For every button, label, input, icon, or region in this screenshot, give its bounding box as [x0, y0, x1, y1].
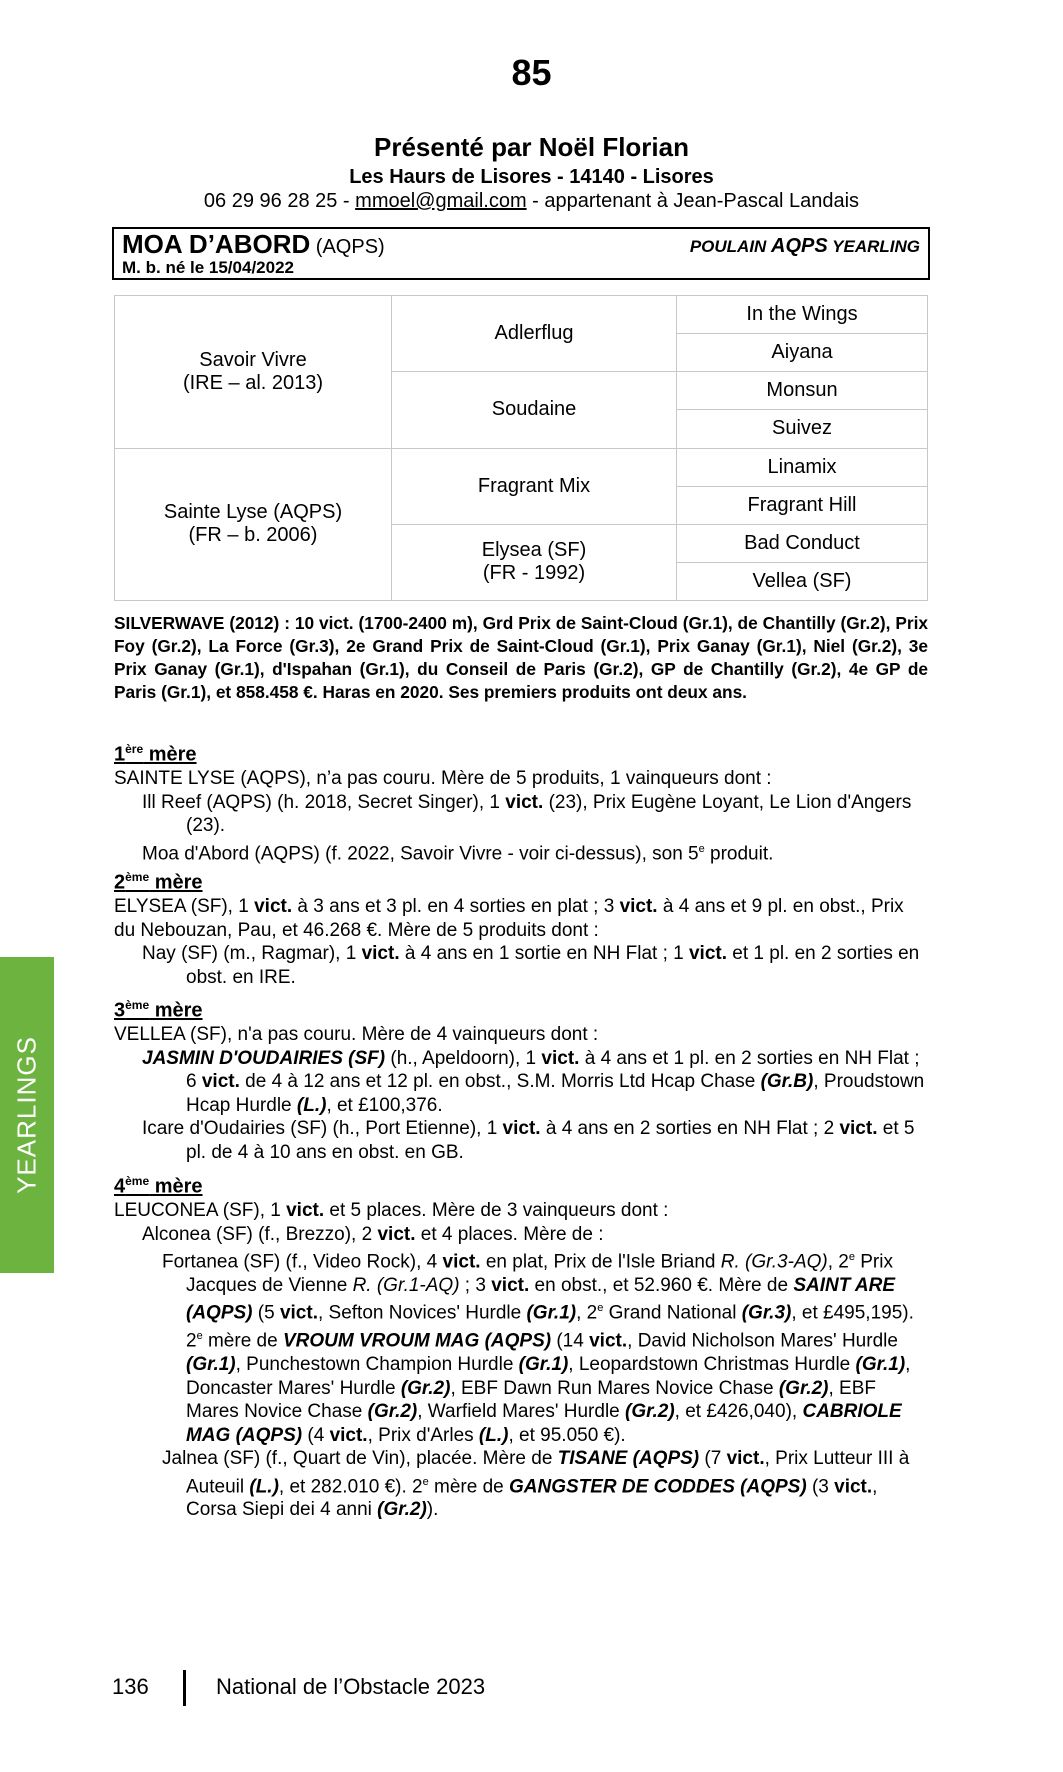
produce-jasmin: JASMIN D'OUDAIRIES (SF) (h., Apeldoorn), 1 vict. à 4 ans et 1 pl. en 2 sorties en NH Flat ; 6 vict. de 4 à 12 ans et 12 pl. en obst., S.M. Morris Ltd Hcap Chase (Gr.B), Proudstown Hcap Hurdle (L.), et £100,376. — [142, 1047, 925, 1116]
produce-alconea: Alconea (SF) (f., Brezzo), 2 vict. et 4 places. Mère de : — [142, 1223, 604, 1245]
pedigree-ds-dam: Fragrant Hill — [677, 486, 928, 524]
horse-category — [690, 235, 920, 258]
lot-number: 85 — [511, 52, 552, 93]
pedigree-sire — [115, 296, 392, 449]
dam-dam-info: (FR - 1992) — [482, 562, 586, 585]
produce-jalnea: Jalnea (SF) (f., Quart de Vin), placée. Mère de TISANE (AQPS) (7 vict., Prix Lutteur III à Auteuil (L.), et 282.010 €). 2e mère de GANGSTER DE CODDES (AQPS) (3 vict., Corsa Siepi dei 4 anni (Gr.2)). — [162, 1448, 910, 1521]
pedigree-ss-sire: In the Wings — [677, 296, 928, 334]
produce-fortanea: Fortanea (SF) (f., Video Rock), 4 vict. en plat, Prix de l'Isle Briand R. (Gr.3-AQ), 2e Prix Jacques de Vienne R. (Gr.1-AQ) ; 3 vict. en obst., et 52.960 €. Mère de SAINT ARE (AQPS) (5 vict., Sefton Novices' Hurdle (Gr.1), 2e Grand National (Gr.3), et £495,195). 2e mère de VROUM VROUM MAG (AQPS) (14 vict., David Nicholson Mares' Hurdle (Gr.1), Punchestown Champion Hurdle (Gr.1), Leopardstown Christmas Hurdle (Gr.1), Doncaster Mares' Hurdle (Gr.2), EBF Dawn Run Mares Novice Chase (Gr.2), EBF Mares Novice Chase (Gr.2), Warfield Mares' Hurdle (Gr.2), et £426,040), CABRIOLE MAG (AQPS) (4 vict., Prix d'Arles (L.), et 95.050 €). — [162, 1251, 914, 1446]
sire-info: (IRE – al. 2013) — [182, 371, 324, 394]
dam-info: (FR – b. 2006) — [188, 524, 318, 547]
pedigree-dd-dam: Vellea (SF) — [677, 562, 928, 600]
pedigree-dd-sire: Bad Conduct — [677, 524, 928, 562]
heading-third-dam: 3ème mère — [114, 998, 203, 1022]
produce-nay: Nay (SF) (m., Ragmar), 1 vict. à 4 ans en 1 sortie en NH Flat ; 1 vict. et 1 pl. en 2 sorties en obst. en IRE. — [142, 943, 920, 988]
second-dam-intro: ELYSEA (SF), 1 vict. à 3 ans et 3 pl. en 4 sorties en plat ; 3 vict. à 4 ans et 9 pl. en obst., Prix du Nebouzan, Pau, et 46.268 €. Mère de 5 produits dont : — [114, 896, 904, 941]
presenter-contact — [0, 190, 1063, 213]
footer-divider — [183, 1670, 186, 1706]
fourth-dam-intro: LEUCONEA (SF), 1 vict. et 5 places. Mère de 3 vainqueurs dont : — [114, 1200, 669, 1222]
horse-name-text: MOA D’ABORD — [122, 229, 311, 259]
sire-name: Savoir Vivre — [199, 348, 307, 371]
heading-sup: ère — [125, 742, 144, 756]
heading-fourth-dam: 4ème mère — [114, 1174, 203, 1198]
presenter: Présenté par Noël Florian — [374, 132, 689, 162]
owner: - appartenant à Jean-Pascal Landais — [526, 190, 860, 212]
third-dam-intro: VELLEA (SF), n'a pas couru. Mère de 4 vainqueurs dont : — [114, 1024, 599, 1046]
horse-header — [112, 227, 930, 280]
pedigree-sd-sire: Monsun — [677, 372, 928, 410]
heading-label: mère — [143, 743, 197, 766]
heading-first-dam — [114, 738, 928, 767]
side-tab-label: YEARLINGS — [11, 1036, 42, 1194]
publication-title: National de l’Obstacle 2023 — [216, 1674, 486, 1699]
yearlings-side-tab — [0, 957, 54, 1273]
dam-name: Sainte Lyse (AQPS) — [163, 501, 343, 524]
pedigree-sd-dam: Suivez — [677, 410, 928, 448]
produce-icare: Icare d'Oudairies (SF) (h., Port Etienne), 1 vict. à 4 ans en 2 sorties en NH Flat ; 2 vict. et 5 pl. de 4 à 10 ans en obst. en GB. — [142, 1118, 915, 1163]
horse-name — [122, 229, 385, 260]
pedigree-dam-sire: Fragrant Mix — [392, 448, 677, 524]
section-second-dam — [114, 866, 928, 989]
horse-birth: M. b. né le 15/04/2022 — [122, 258, 294, 277]
heading-num: 1 — [114, 743, 126, 766]
pedigree-table — [114, 295, 928, 601]
email-link[interactable]: mmoel@gmail.com — [355, 190, 527, 212]
pedigree-dam — [115, 448, 392, 601]
phone: 06 29 96 28 25 - — [203, 190, 356, 212]
presenter-address: Les Haurs de Lisores - 14140 - Lisores — [349, 166, 714, 188]
sire-record: SILVERWAVE (2012) : 10 vict. (1700-2400 m), Grd Prix de Saint-Cloud (Gr.1), de Chantilly (Gr.2), Prix Foy (Gr.2), La Force (Gr.3), 2e Grand Prix de Saint-Cloud (Gr.1), Prix Ganay (Gr.1), Niel (Gr.2), 3e Prix Ganay (Gr.1), d'Ispahan (Gr.1), du Conseil de Paris (Gr.2), GP de Chantilly (Gr.2), 4e GP de Paris (Gr.1), et 858.458 €. Haras en 2020. Ses premiers produits ont deux ans. — [114, 613, 928, 702]
section-first-dam — [114, 738, 928, 865]
heading-second-dam: 2ème mère — [114, 870, 203, 894]
page-number: 136 — [112, 1674, 149, 1699]
first-dam-intro: SAINTE LYSE (AQPS), n’a pas couru. Mère de 5 produits, 1 vainqueurs dont : — [114, 768, 772, 790]
pedigree-dam-dam — [392, 524, 677, 600]
category-pre: POULAIN — [689, 237, 772, 256]
section-fourth-dam — [114, 1170, 928, 1522]
dam-dam-name: Elysea (SF) — [481, 539, 587, 562]
pedigree-sire-dam: Soudaine — [392, 372, 677, 448]
pedigree-sire-sire: Adlerflug — [392, 296, 677, 372]
category-breed: AQPS — [771, 235, 828, 257]
category-post: YEARLING — [827, 237, 920, 256]
produce-moa-dabord: Moa d'Abord (AQPS) (f. 2022, Savoir Vivre - voir ci-dessus), son 5e produit. — [142, 842, 774, 864]
produce-ill-reef: Ill Reef (AQPS) (h. 2018, Secret Singer), 1 vict. (23), Prix Eugène Loyant, Le Lion d'Angers (23). — [142, 791, 912, 837]
section-third-dam — [114, 994, 928, 1164]
pedigree-ds-sire: Linamix — [677, 448, 928, 486]
pedigree-ss-dam: Aiyana — [677, 334, 928, 372]
horse-breed: (AQPS) — [310, 236, 385, 258]
